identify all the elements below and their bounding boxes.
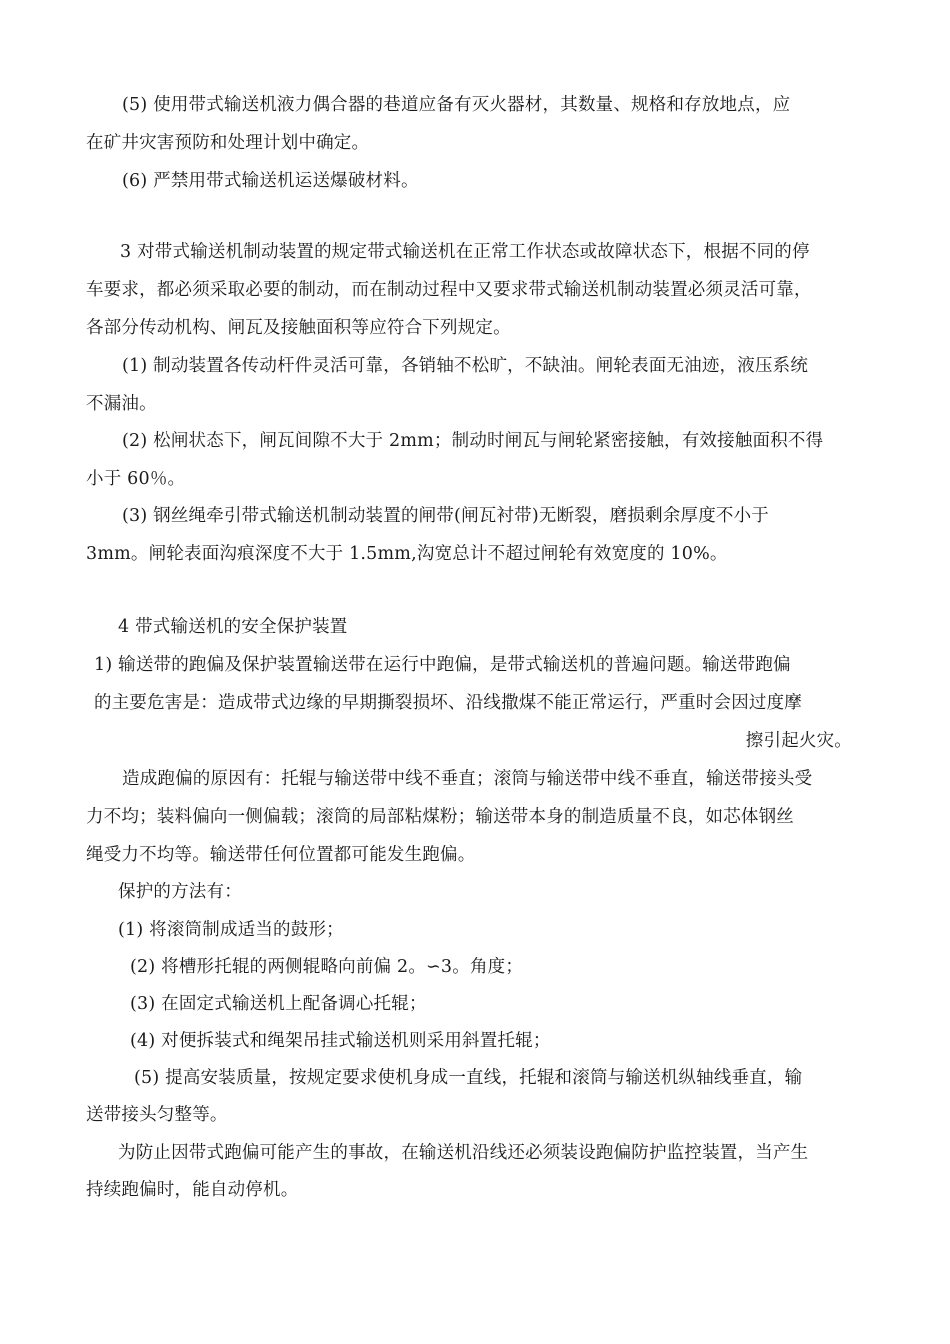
method-3: (3) 在固定式输送机上配备调心托辊； xyxy=(130,994,427,1014)
method-4: (4) 对便拆装式和绳架吊挂式输送机则采用斜置托辊； xyxy=(130,1031,551,1051)
method-2: (2) 将槽形托辊的两侧辊略向前偏 2。∽3。角度； xyxy=(130,957,524,977)
cause-line-3: 绳受力不均等。输送带任何位置都可能发生跑偏。 xyxy=(86,845,476,865)
section-4-1-line-1: 1) 输送带的跑偏及保护装置输送带在运行中跑偏，是带式输送机的普遍问题。输送带跑偏 xyxy=(94,655,791,675)
brake-item-2-line-2: 小于 60％。 xyxy=(86,469,186,489)
section-3-line-3: 各部分传动机构、闸瓦及接触面积等应符合下列规定。 xyxy=(86,318,511,338)
section-4-1-line-2: 的主要危害是：造成带式边缘的早期撕裂损坏、沿线撒煤不能正常运行，严重时会因过度摩 xyxy=(94,693,802,713)
section-4-title: 4 带式输送机的安全保护装置 xyxy=(118,617,348,637)
item-6: (6) 严禁用带式输送机运送爆破材料。 xyxy=(122,171,419,191)
method-5-line-2: 送带接头匀整等。 xyxy=(86,1105,228,1125)
section-3-line-2: 车要求，都必须采取必要的制动，而在制动过程中又要求带式输送机制动装置必须灵活可靠， xyxy=(86,280,812,300)
item-5-line-2: 在矿井灾害预防和处理计划中确定。 xyxy=(86,133,370,153)
methods-title: 保护的方法有： xyxy=(118,882,242,902)
cause-line-2: 力不均；装料偏向一侧偏载；滚筒的局部粘煤粉；输送带本身的制造质量不良，如芯体钢丝 xyxy=(86,807,794,827)
section-4-1-line-3: 擦引起火灾。 xyxy=(745,731,852,751)
brake-item-3-line-1: (3) 钢丝绳牵引带式输送机制动装置的闸带(闸瓦衬带)无断裂，磨损剩余厚度不小于 xyxy=(122,506,770,526)
final-line-1: 为防止因带式跑偏可能产生的事故，在输送机沿线还必须装设跑偏防护监控装置，当产生 xyxy=(118,1143,809,1163)
section-3-line-1: 3 对带式输送机制动装置的规定带式输送机在正常工作状态或故障状态下，根据不同的停 xyxy=(120,242,810,262)
brake-item-1-line-1: (1) 制动装置各传动杆件灵活可靠，各销轴不松旷，不缺油。闸轮表面无油迹，液压系统 xyxy=(122,356,809,376)
brake-item-2-line-1: (2) 松闸状态下，闸瓦间隙不大于 2mm；制动时闸瓦与闸轮紧密接触，有效接触面积不得 xyxy=(122,431,824,451)
brake-item-3-line-2: 3mm。闸轮表面沟痕深度不大于 1.5mm,沟宽总计不超过闸轮有效宽度的 10%。 xyxy=(86,544,728,564)
method-1: (1) 将滚筒制成适当的鼓形； xyxy=(118,920,344,940)
item-5-line-1: (5) 使用带式输送机液力偶合器的巷道应备有灭火器材，其数量、规格和存放地点，应 xyxy=(122,95,791,115)
cause-line-1: 造成跑偏的原因有：托辊与输送带中线不垂直；滚筒与输送带中线不垂直，输送带接头受 xyxy=(122,769,813,789)
method-5-line-1: (5) 提高安装质量，按规定要求使机身成一直线，托辊和滚筒与输送机纵轴线垂直，输 xyxy=(134,1068,803,1088)
final-line-2: 持续跑偏时，能自动停机。 xyxy=(86,1180,299,1200)
brake-item-1-line-2: 不漏油。 xyxy=(86,394,157,414)
